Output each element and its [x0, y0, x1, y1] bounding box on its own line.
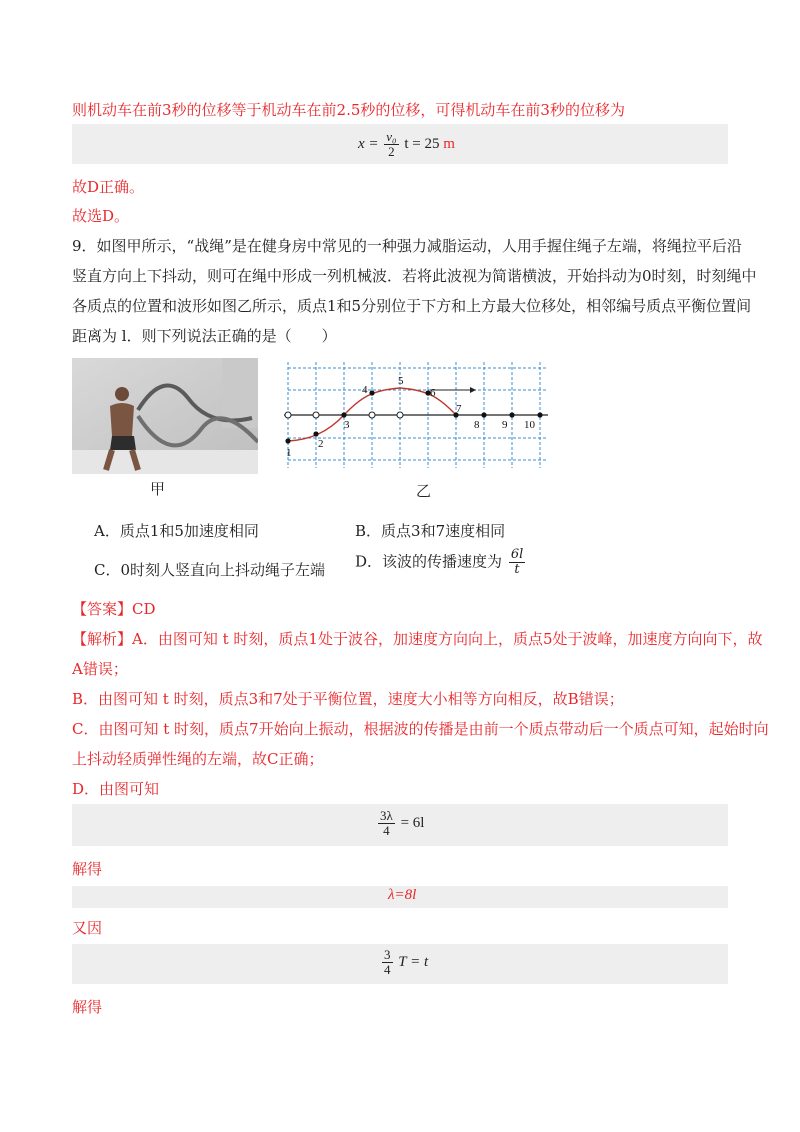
- option-d-text: D．该波的传播速度为: [355, 552, 503, 571]
- eq1-den: 2: [388, 144, 395, 159]
- analysis-a-line-1: 【解析】A．由图可知 t 时刻，质点1处于波谷，加速度方向向上，质点5处于波峰，加速度方向向下，故: [72, 630, 763, 648]
- fig-label-b: 乙: [416, 482, 432, 500]
- eq1-fraction: [384, 130, 398, 159]
- equation-box-2: [72, 804, 728, 846]
- analysis-c-line-2: 上抖动轻质弹性绳的左端，故C正确；: [72, 750, 324, 768]
- again-line: 又因: [72, 919, 103, 937]
- particle-label-10: 10: [524, 419, 535, 431]
- eq4-fraction: [382, 948, 393, 977]
- analysis-b-line: B．由图可知 t 时刻，质点3和7处于平衡位置，速度大小相等方向相反，故B错误；: [72, 690, 624, 708]
- equation-2: [376, 809, 424, 838]
- equation-3: λ=8l: [388, 887, 417, 903]
- q9-line-3: 各质点的位置和波形如图乙所示，质点1和5分别位于下方和上方最大位移处，相邻编号质点平衡位置间: [72, 297, 752, 315]
- eq4-rhs: T = t: [398, 953, 429, 970]
- eq2-fraction: [378, 809, 395, 838]
- analysis-d-line: D．由图可知: [72, 780, 160, 798]
- q9-line-2: 竖直方向上下抖动，则可在绳中形成一列机械波．若将此波视为简谐横波，开始抖动为0时刻，时刻绳中: [72, 267, 757, 285]
- option-c: C．0时刻人竖直向上抖动绳子左端: [94, 561, 326, 579]
- eq2-rhs: = 6l: [400, 814, 425, 831]
- option-b: B．质点3和7速度相同: [355, 522, 506, 540]
- d-correct-line: 故D正确。: [72, 178, 145, 196]
- choose-d-line: 故选D。: [72, 207, 130, 225]
- particle-label-1: 1: [286, 447, 292, 459]
- option-d-fraction: [509, 548, 525, 577]
- option-a: A．质点1和5加速度相同: [94, 522, 259, 540]
- eq2-num: 3λ: [380, 808, 393, 823]
- particle-label-5: 5: [398, 375, 404, 387]
- particle-label-6: 6: [430, 387, 436, 399]
- intro-line: 则机动车在前3秒的位移等于机动车在前2.5秒的位移，可得机动车在前3秒的位移为: [72, 101, 625, 119]
- eq2-den: 4: [383, 823, 390, 838]
- particle-label-3: 3: [344, 419, 350, 431]
- arrow-head-icon: [470, 387, 476, 393]
- solve-line-1: 解得: [72, 860, 103, 878]
- battle-rope-photo: [72, 358, 258, 474]
- particle-label-8: 8: [474, 419, 480, 431]
- analysis-a-line-2: A错误；: [72, 660, 128, 678]
- eq1-lhs: x =: [358, 135, 379, 152]
- particle-label-2: 2: [318, 438, 324, 450]
- particle-label-4: 4: [362, 384, 368, 396]
- eq1-num: v₀: [386, 129, 397, 144]
- solve-line-2: 解得: [72, 998, 103, 1016]
- option-d: [355, 548, 527, 577]
- option-d-num: 6l: [510, 547, 524, 562]
- particles: [285, 390, 542, 443]
- equation-box-4: [72, 944, 728, 984]
- particle-label-7: 7: [456, 403, 462, 415]
- eq4-den: 4: [384, 962, 391, 977]
- analysis-c-line-1: C．由图可知 t 时刻，质点7开始向上振动，根据波的传播是由前一个质点带动后一个质点可知，起始时向: [72, 720, 769, 738]
- eq4-num: 3: [384, 947, 391, 962]
- fig-label-a: 甲: [150, 480, 166, 498]
- equation-box-1: [72, 124, 728, 164]
- q9-line-4: 距离为 l．则下列说法正确的是（ ）: [72, 327, 337, 345]
- equation-1: [358, 130, 455, 159]
- wave-diagram: [280, 360, 550, 472]
- equation-4: [380, 948, 428, 977]
- eq1-rhs: t = 25: [404, 135, 440, 152]
- particle-label-9: 9: [502, 419, 508, 431]
- q9-line-1: 9．如图甲所示，“战绳”是在健身房中常见的一种强力减脂运动，人用手握住绳子左端，将绳拉平后沿: [72, 237, 742, 255]
- option-d-den: t: [514, 562, 520, 577]
- answer-line: 【答案】CD: [72, 600, 156, 618]
- eq1-unit: m: [443, 135, 455, 152]
- equation-box-3: [72, 886, 728, 908]
